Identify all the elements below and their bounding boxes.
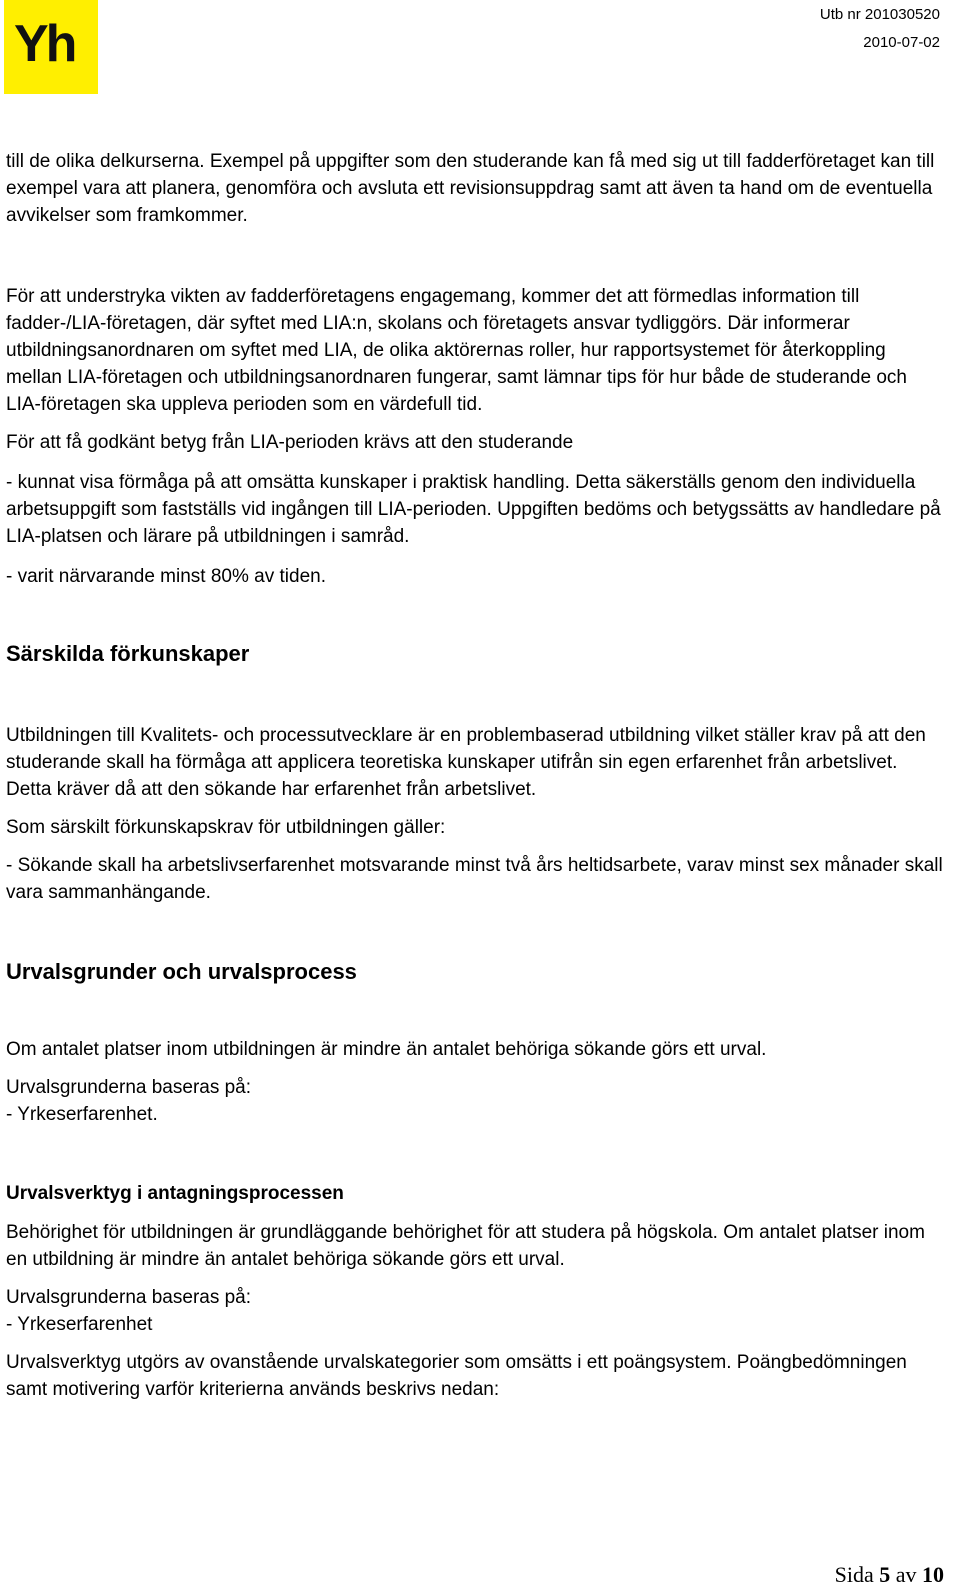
logo-text: Yh [14,15,75,73]
heading-urvalsgrunder: Urvalsgrunder och urvalsprocess [6,959,357,984]
paragraph: - Yrkeserfarenhet. [6,1104,158,1125]
heading-urvalsverktyg: Urvalsverktyg i antagningsprocessen [6,1183,344,1204]
paragraph: - varit närvarande minst 80% av tiden. [6,566,326,587]
current-page: 5 [879,1562,891,1587]
utb-number: Utb nr 201030520 [819,6,940,23]
paragraph: till de olika delkurserna. Exempel på uppgifter som den studerande kan få med sig ut till fadderföretaget kan till exempel vara att planera, genomföra och avsluta ett revisionsuppdrag samt att även ta hand om de eventuella avvikelser som framkommer. [6,151,935,226]
paragraph: För att understryka vikten av fadderföretagens engagemang, kommer det att förmedlas information till fadder-/LIA-företagen, där syftet med LIA:n, skolans och företagets ansvar tydliggörs. Där informerar utbildningsanordnaren om syftet med LIA, de olika aktörernas roller, hur rapportsystemet för återkoppling mellan LIA-företagen och utbildningsanordnaren fungerar, samt lämnar tips för hur både de studerande och LIA-företagen ska uppleva perioden som en värdefull tid. [6,286,907,415]
heading-sarskilda-forkunskaper: Särskilda förkunskaper [6,641,250,666]
paragraph: Urvalsgrunderna baseras på: [6,1287,252,1308]
paragraph: Behörighet för utbildningen är grundläggande behörighet för att studera på högskola. Om antalet platser inom en utbildning är mindre än antalet behöriga sökande görs ett urval. [6,1222,925,1270]
of-label: av [895,1562,917,1587]
paragraph: Urvalsgrunderna baseras på: [6,1077,252,1098]
document-date: 2010-07-02 [863,34,940,51]
yh-logo [4,0,98,94]
paragraph: För att få godkänt betyg från LIA-perioden krävs att den studerande [6,432,574,453]
page-label: Sida [834,1562,874,1587]
paragraph: - Sökande skall ha arbetslivserfarenhet motsvarande minst två års heltidsarbete, varav minst sex månader skall vara sammanhängande. [6,855,943,903]
paragraph: Om antalet platser inom utbildningen är mindre än antalet behöriga sökande görs ett urval. [6,1039,767,1060]
document-body [6,148,946,1403]
paragraph: - Yrkeserfarenhet [6,1314,153,1335]
total-pages: 10 [922,1562,944,1587]
paragraph: Som särskilt förkunskapskrav för utbildningen gäller: [6,817,446,838]
paragraph: Urvalsverktyg utgörs av ovanstående urvalskategorier som omsätts i ett poängsystem. Poängbedömningen samt motivering varför kriterierna används beskrivs nedan: [6,1352,907,1400]
page-number [835,1562,944,1588]
paragraph: - kunnat visa förmåga på att omsätta kunskaper i praktisk handling. Detta säkerställs genom den individuella arbetsuppgift som fastställs vid ingången till LIA-perioden. Uppgiften bedöms och betygssätts av handledare på LIA-platsen och lärare på utbildningen i samråd. [6,472,941,547]
paragraph: Utbildningen till Kvalitets- och processutvecklare är en problembaserad utbildning vilket ställer krav på att den studerande skall ha förmåga att applicera teoretiska kunskaper utifrån sin egen erfarenhet från arbetslivet. Detta kräver då att den sökande har erfarenhet från arbetslivet. [6,725,926,800]
